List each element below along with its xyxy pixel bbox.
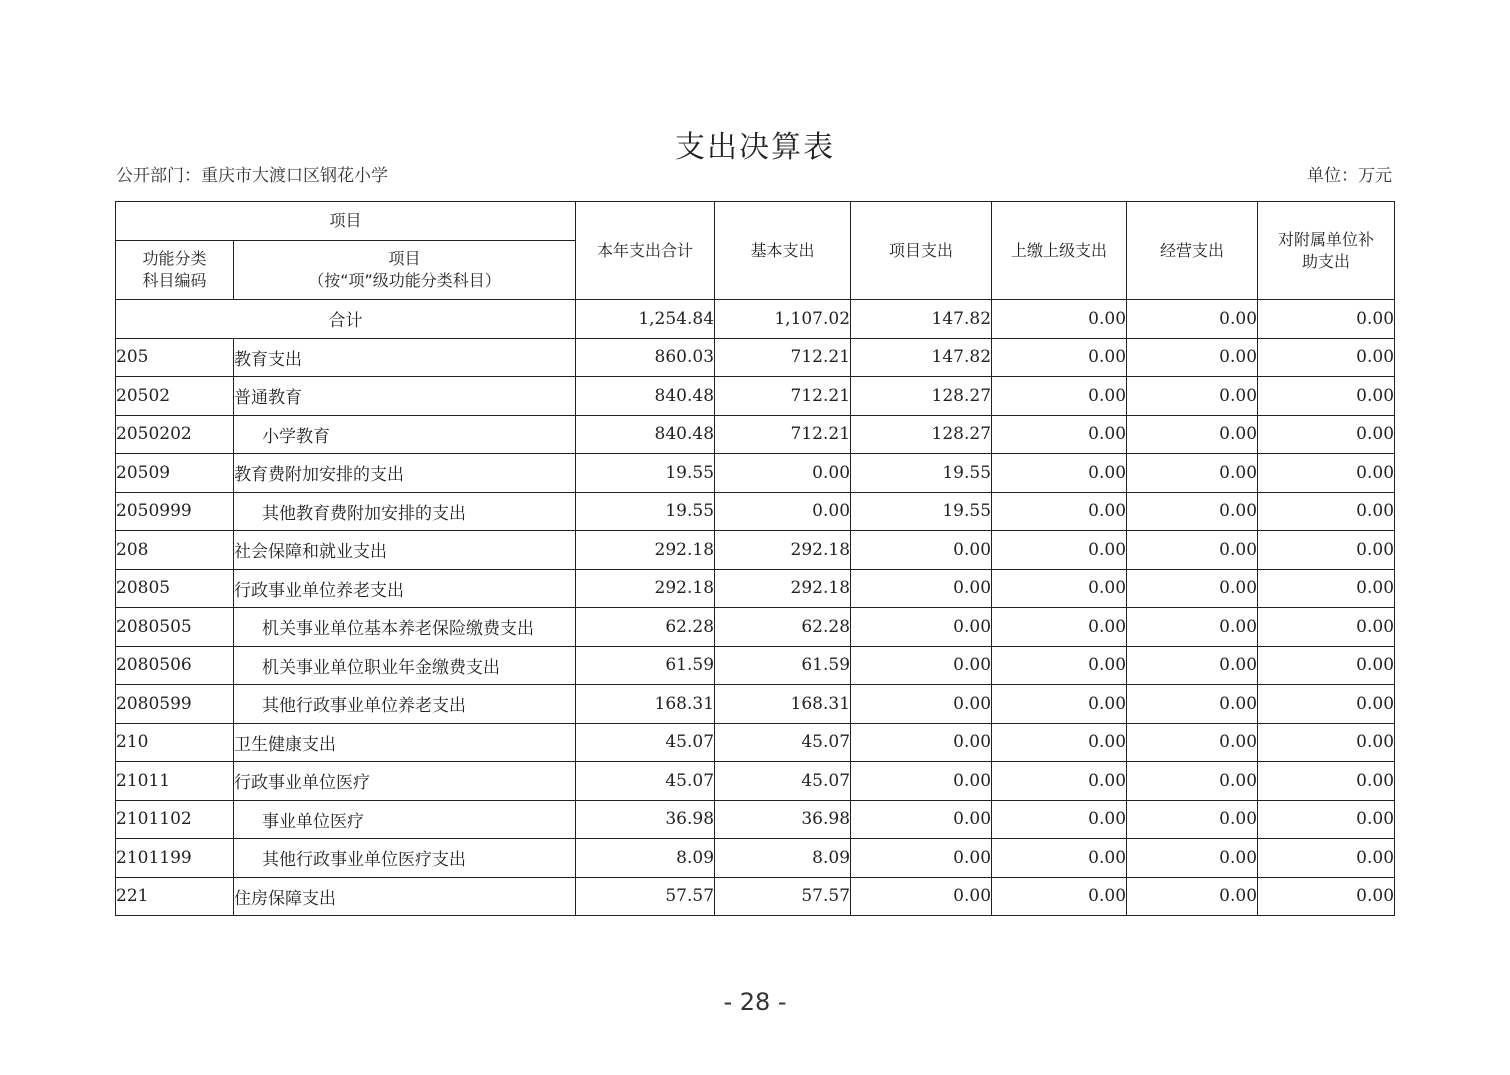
row-name: 教育费附加安排的支出 [234, 454, 576, 493]
row-value: 0.00 [1127, 454, 1258, 493]
row-value: 61.59 [576, 646, 715, 685]
row-value: 0.00 [1127, 415, 1258, 454]
row-value: 0.00 [992, 492, 1127, 531]
row-value: 0.00 [992, 569, 1127, 608]
header-name [234, 241, 576, 300]
row-name: 社会保障和就业支出 [234, 531, 576, 570]
unit-label: 单位：万元 [1307, 166, 1392, 186]
row-name: 其他行政事业单位医疗支出 [234, 839, 576, 878]
row-value: 0.00 [1258, 569, 1395, 608]
total-value: 1,107.02 [715, 300, 851, 339]
row-value: 168.31 [576, 685, 715, 724]
row-value: 0.00 [1127, 723, 1258, 762]
row-value: 57.57 [715, 877, 851, 916]
total-value: 147.82 [851, 300, 992, 339]
row-value: 19.55 [576, 454, 715, 493]
row-value: 0.00 [1127, 608, 1258, 647]
row-value: 0.00 [1127, 646, 1258, 685]
row-value: 712.21 [715, 377, 851, 416]
row-value: 0.00 [1258, 723, 1395, 762]
row-name: 其他行政事业单位养老支出 [234, 685, 576, 724]
page-title: 支出决算表 [675, 130, 835, 165]
row-value: 8.09 [576, 839, 715, 878]
row-value: 0.00 [992, 531, 1127, 570]
row-value: 0.00 [851, 723, 992, 762]
row-value: 0.00 [1258, 685, 1395, 724]
table-row [116, 685, 1395, 724]
header-upper: 上缴上级支出 [992, 202, 1127, 300]
table-row [116, 646, 1395, 685]
row-value: 0.00 [1127, 569, 1258, 608]
row-value: 0.00 [1258, 608, 1395, 647]
header-subsidy-line2: 助支出 [1302, 251, 1351, 271]
row-value: 8.09 [715, 839, 851, 878]
table-row [116, 454, 1395, 493]
row-value: 45.07 [576, 723, 715, 762]
row-value: 0.00 [1127, 762, 1258, 801]
row-value: 712.21 [715, 415, 851, 454]
row-value: 19.55 [851, 492, 992, 531]
header-total: 本年支出合计 [576, 202, 715, 300]
header-name-line1: 项目 [388, 249, 421, 268]
row-value: 0.00 [1258, 377, 1395, 416]
table-row [116, 492, 1395, 531]
header-code-line1: 功能分类 [142, 249, 207, 268]
row-value: 0.00 [1127, 877, 1258, 916]
row-value: 0.00 [992, 608, 1127, 647]
row-value: 45.07 [715, 762, 851, 801]
row-code: 2080505 [116, 608, 234, 647]
total-value: 0.00 [1127, 300, 1258, 339]
row-name: 普通教育 [234, 377, 576, 416]
row-code: 20509 [116, 454, 234, 493]
row-value: 0.00 [851, 685, 992, 724]
row-value: 0.00 [851, 839, 992, 878]
table-body [116, 300, 1395, 916]
row-value: 0.00 [992, 877, 1127, 916]
row-value: 0.00 [851, 531, 992, 570]
row-name: 事业单位医疗 [234, 800, 576, 839]
row-value: 0.00 [1127, 531, 1258, 570]
row-value: 62.28 [715, 608, 851, 647]
row-name: 行政事业单位养老支出 [234, 569, 576, 608]
header-basic: 基本支出 [715, 202, 851, 300]
row-value: 0.00 [1127, 377, 1258, 416]
row-code: 2050202 [116, 415, 234, 454]
row-value: 19.55 [851, 454, 992, 493]
row-value: 0.00 [1258, 877, 1395, 916]
header-project-group: 项目 [116, 202, 576, 241]
header-code [116, 241, 234, 300]
table-header [116, 202, 1395, 300]
header-code-line2: 科目编码 [142, 271, 207, 290]
row-value: 128.27 [851, 415, 992, 454]
row-value: 0.00 [992, 338, 1127, 377]
row-value: 0.00 [992, 646, 1127, 685]
row-value: 0.00 [715, 492, 851, 531]
row-code: 210 [116, 723, 234, 762]
row-value: 292.18 [576, 531, 715, 570]
row-value: 840.48 [576, 377, 715, 416]
row-value: 0.00 [715, 454, 851, 493]
row-value: 168.31 [715, 685, 851, 724]
row-value: 0.00 [992, 415, 1127, 454]
total-row [116, 300, 1395, 339]
row-value: 0.00 [992, 454, 1127, 493]
row-code: 20502 [116, 377, 234, 416]
total-label: 合计 [116, 300, 576, 339]
row-code: 205 [116, 338, 234, 377]
row-code: 21011 [116, 762, 234, 801]
table-row [116, 608, 1395, 647]
table-row [116, 377, 1395, 416]
row-code: 2050999 [116, 492, 234, 531]
row-value: 0.00 [851, 646, 992, 685]
row-code: 208 [116, 531, 234, 570]
total-value: 0.00 [992, 300, 1127, 339]
total-value: 1,254.84 [576, 300, 715, 339]
table-row [116, 415, 1395, 454]
row-value: 0.00 [1127, 338, 1258, 377]
row-name: 机关事业单位职业年金缴费支出 [234, 646, 576, 685]
row-value: 45.07 [715, 723, 851, 762]
table-row [116, 800, 1395, 839]
row-name: 教育支出 [234, 338, 576, 377]
row-name: 行政事业单位医疗 [234, 762, 576, 801]
row-value: 0.00 [851, 608, 992, 647]
row-name: 小学教育 [234, 415, 576, 454]
header-subsidy-line1: 对附属单位补 [1278, 229, 1375, 249]
row-value: 292.18 [576, 569, 715, 608]
row-name: 其他教育费附加安排的支出 [234, 492, 576, 531]
table-row [116, 877, 1395, 916]
row-value: 0.00 [1258, 762, 1395, 801]
row-value: 0.00 [1127, 685, 1258, 724]
row-value: 57.57 [576, 877, 715, 916]
row-value: 0.00 [992, 839, 1127, 878]
table-row [116, 531, 1395, 570]
row-value: 0.00 [851, 762, 992, 801]
row-name: 住房保障支出 [234, 877, 576, 916]
row-value: 0.00 [851, 569, 992, 608]
row-value: 0.00 [992, 685, 1127, 724]
row-value: 62.28 [576, 608, 715, 647]
header-name-line2: （按“项”级功能分类科目） [308, 271, 501, 290]
row-name: 卫生健康支出 [234, 723, 576, 762]
row-value: 0.00 [1127, 839, 1258, 878]
table-row [116, 338, 1395, 377]
row-value: 0.00 [1127, 492, 1258, 531]
row-value: 0.00 [851, 877, 992, 916]
row-value: 0.00 [1258, 415, 1395, 454]
table-row [116, 839, 1395, 878]
header-subsidy [1258, 202, 1395, 300]
row-value: 36.98 [715, 800, 851, 839]
row-code: 2080506 [116, 646, 234, 685]
table-row [116, 762, 1395, 801]
page-number: - 28 - [723, 988, 787, 1016]
row-value: 292.18 [715, 531, 851, 570]
total-value: 0.00 [1258, 300, 1395, 339]
row-value: 61.59 [715, 646, 851, 685]
row-value: 0.00 [1258, 800, 1395, 839]
row-value: 840.48 [576, 415, 715, 454]
row-value: 0.00 [1258, 492, 1395, 531]
row-code: 2101102 [116, 800, 234, 839]
header-project: 项目支出 [851, 202, 992, 300]
row-code: 221 [116, 877, 234, 916]
row-value: 0.00 [992, 377, 1127, 416]
header-business: 经营支出 [1127, 202, 1258, 300]
table-row [116, 723, 1395, 762]
row-value: 712.21 [715, 338, 851, 377]
row-value: 0.00 [1258, 531, 1395, 570]
expenditure-table [115, 201, 1395, 916]
row-value: 0.00 [992, 800, 1127, 839]
row-value: 860.03 [576, 338, 715, 377]
row-code: 2080599 [116, 685, 234, 724]
row-value: 0.00 [851, 800, 992, 839]
row-value: 0.00 [1258, 839, 1395, 878]
department-label: 公开部门：重庆市大渡口区钢花小学 [116, 166, 388, 186]
row-value: 0.00 [1258, 454, 1395, 493]
row-code: 20805 [116, 569, 234, 608]
row-code: 2101199 [116, 839, 234, 878]
row-name: 机关事业单位基本养老保险缴费支出 [234, 608, 576, 647]
row-value: 292.18 [715, 569, 851, 608]
row-value: 0.00 [992, 723, 1127, 762]
row-value: 0.00 [1258, 338, 1395, 377]
row-value: 128.27 [851, 377, 992, 416]
table-row [116, 569, 1395, 608]
row-value: 0.00 [1127, 800, 1258, 839]
row-value: 36.98 [576, 800, 715, 839]
row-value: 0.00 [1258, 646, 1395, 685]
row-value: 147.82 [851, 338, 992, 377]
row-value: 19.55 [576, 492, 715, 531]
row-value: 0.00 [992, 762, 1127, 801]
row-value: 45.07 [576, 762, 715, 801]
